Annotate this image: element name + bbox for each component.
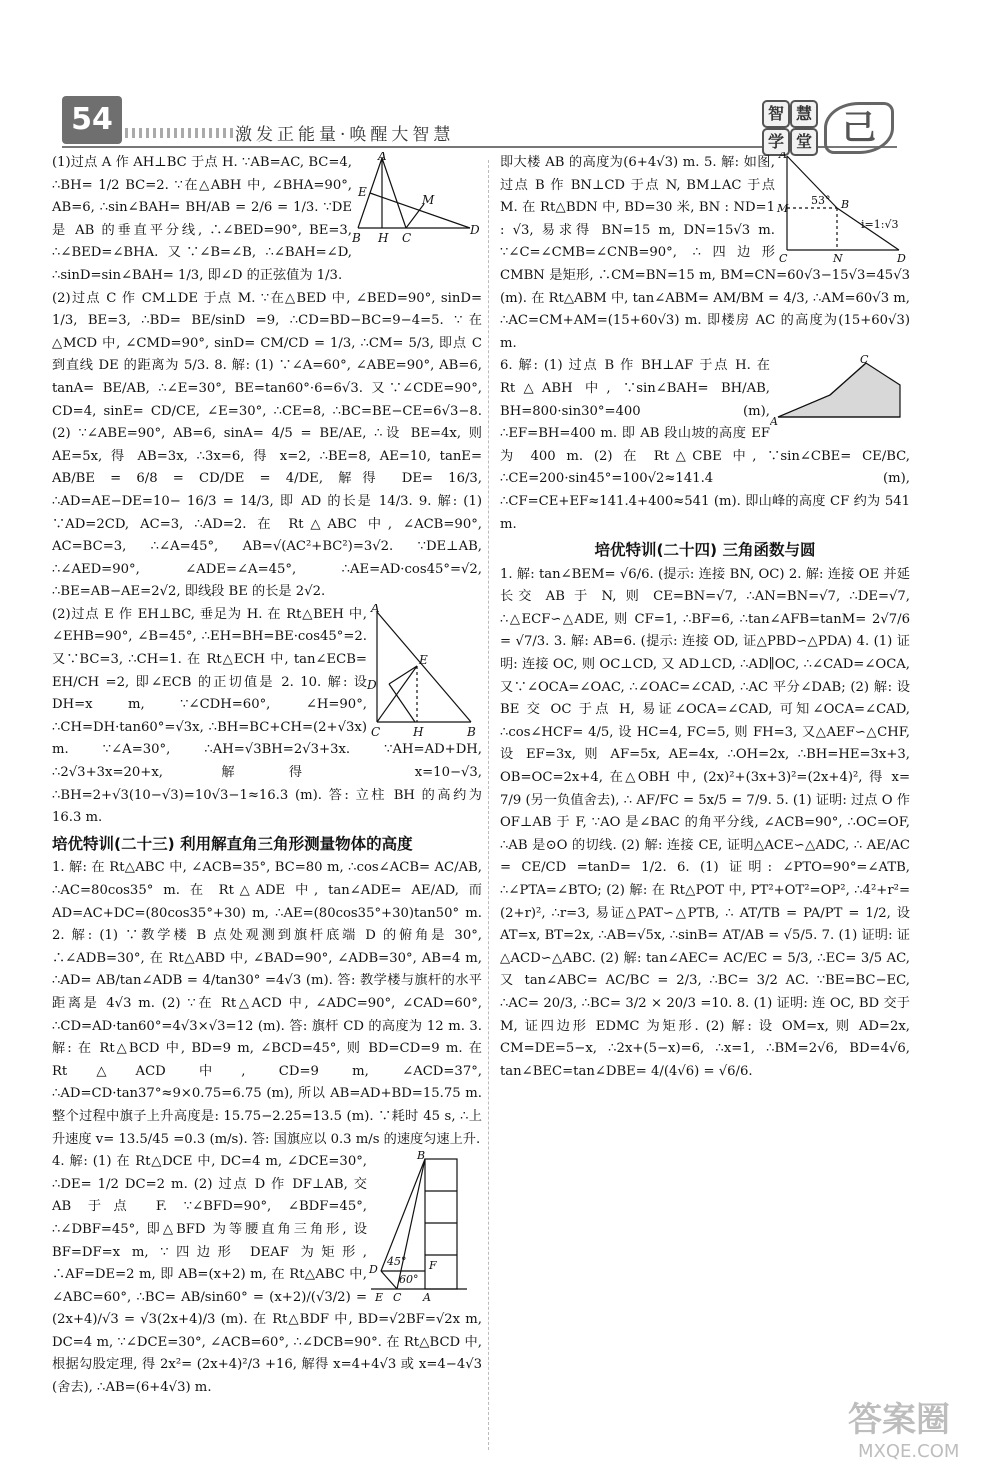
- fig3-label: A: [770, 415, 778, 428]
- fig5-label: 45°: [387, 1255, 407, 1269]
- figure-triangle-abc: [352, 152, 482, 244]
- watermark-logo: [838, 1383, 988, 1463]
- section-title-24: 培优特训(二十四) 三角函数与圆: [594, 541, 816, 560]
- answer-paragraph: (1)过点 A 作 AH⊥BC 于点 H. ∵AB=AC, BC=4, ∴BH= 1/2 BC=2. ∵在△ABH 中, ∠BHA=90°, AB=6, ∴sin∠BAH= BH/AB = 2/6 = 1/3. ∵DE 是 AB 的垂直平分线, ∴∠BED=90°, BE=3, ∴∠BED=∠BHA. 又∵∠B=∠B, ∴∠BAH=∠D, ∴sinD=sin∠BAH= 1/3, 即∠D 的正弦值为 1/3.: [52, 155, 352, 283]
- answer-paragraph: (2)过点 C 作 CM⊥DE 于点 M. ∵在△BED 中, ∠BED=90°, sinD= 1/3, BE=3, ∴BD= BE/sinD =9, ∴CD=BD−BC=9−4=5. ∵在△MCD 中, ∠CMD=90°, sinD= CM/CD = 1/3, ∴CM= 5/3, 即点 C 到直线 DE 的距离为 5/3. 8. 解: (1) ∵∠A=60°, ∠ABE=90°, AB=6, tanA= BE/AB, ∴∠E=30°, BE=tan60°·6=6√3. 又∵∠CDE=90°, CD=4, sinE= CD/CE, ∠E=30°, ∴CE=8, ∴BC=BE−CE=6√3−8. (2) ∵∠ABE=90°, AB=6, sinA= 4/5 = BE/AE, ∴设 BE=4x, 则 AE=5x, 得 AB=3x, ∴3x=6, 得 x=2, ∴BE=8, AE=10, tanE= AB/BE = 6/8 = CD/DE = 4/DE, 解得 DE= 16/3, ∴AD=AE−DE=10− 16/3 = 14/3, 即 AD 的长是 14/3. 9. 解: (1) ∵AD=2CD, AC=3, ∴AD=2. 在 Rt△ABC 中, ∠ACB=90°, AC=BC=3, ∴∠A=45°, AB=√(AC²+BC²)=3√2. ∵DE⊥AB, ∴∠AED=90°, ∠ADE=∠A=45°, ∴AE=AD·cos45°=√2, ∴BE=AB−AE=2√2, 即线段 BE 的长是 2√2.: [52, 290, 482, 600]
- fig1-label: M: [422, 193, 435, 207]
- fig1-label: E: [358, 185, 367, 199]
- fig1-label: B: [352, 231, 361, 244]
- answer-paragraph: 6. 解: (1) 过点 B 作 BH⊥AF 于点 H. 在 Rt△ABH 中, ∵sin∠BAH= BH/AB, BH=800·sin30°=400 (m), ∴EF=BH=400 m. 即 AB 段山坡的高度 EF 为 400 m. (2) 在 Rt△CBE 中, ∵sin∠CBE= CE/BC, ∴CE=200·sin45°=100√2≈141.4 (m), ∴CF=CE+EF≈141.4+400≈541 (m). 即山峰的高度 CF 约为 541 m.: [500, 358, 910, 532]
- right-column: [500, 152, 910, 1083]
- fig1-label: H: [378, 231, 389, 244]
- fig4-label: B: [467, 724, 476, 739]
- brand-mark-icon: 己: [824, 102, 894, 154]
- fig2-label: 53°: [811, 194, 831, 207]
- watermark-sub: MXQE.COM: [858, 1441, 960, 1462]
- answer-paragraph: 1. 解: tan∠BEM= √6/6. (提示: 连接 BN, OC) 2. 解: 连接 OE 并延长交 AB 于 N, 则 CE=BN=√7, ∴AN=BN=√7, ∴DE=√7, ∴△ECF∽△ADE, 则 CF=1, ∴BF=6, ∴tan∠AFB=tanM= 2√7/6 = √7/3. 3. 解: AB=6. (提示: 连接 OD, 证△PBD∽△PDA) 4. (1) 证明: 连接 OC, 则 OC⊥CD, 又 AD⊥CD, ∴AD∥OC, ∴∠CAD=∠OCA, 又∵∠OCA=∠OAC, ∴∠OAC=∠CAD, ∴AC 平分∠DAB; (2) 解: 设 BE 交 OC 于点 H, 易证∠OCA=∠CAD, 可知∠OCA=∠CAD, ∴cos∠HCF= 4/5, 设 HC=4, FC=5, 则 FH=3, 又△AEF∽△CHF, 设 EF=3x, 则 AF=5x, AE=4x, ∴OH=2x, ∴BH=HE=3x+3, OB=OC=2x+4, 在△OBH 中, (2x)²+(3x+3)²=(2x+4)², 得 x= 7/9 (另一负值舍去), ∴ AF/FC = 5x/5 = 7/9. 5. (1) 证明: 过点 O 作 OF⊥AB 于 F, ∵AO 是∠BAC 的角平分线, ∠ACB=90°, ∴OC=OF, ∴AB 是⊙O 的切线. (2) 解: 连接 CE, 证明△ACE∽△ADC, ∴ AE/AC = CE/CD =tanD= 1/2. 6. (1) 证明: ∠PTO=90°=∠ATB, ∴∠PTA=∠BTO; (2) 解: 在 Rt△POT 中, PT²+OT²=OP², ∴4²+r²=(2+r)², ∴r=3, 易证△PAT∽△PTB, ∴ AT/TB = PA/PT = 1/2, 设 AT=x, BT=2x, ∴AB=√5x, ∴sinB= AT/AB = √5/5. 7. (1) 证明: 证△ACD∽△ABC. (2) 解: tan∠AEC= AC/EC = 5/3, ∴EC= 3/5 AC, 又 tan∠ABC= AC/BC = 2/3, ∴BC= 3/2 AC. ∵BE=BC−EC, ∴AC= 20/3, ∴BC= 3/2 × 20/3 =10. 8. (1) 证明: 连 OC, BD 交于 M, 证四边形 EDMC 为矩形. (2) 解: 设 OM=x, 则 AD=2x, CM=DE=5−x, ∴2x+(5−x)=6, ∴x=1, ∴BM=2√6, BD=4√6, tan∠BEC=tan∠DBE= 4/(4√6) = √6/6.: [500, 566, 910, 1079]
- figure-mountain: [770, 355, 910, 427]
- fig5-label: B: [417, 1151, 426, 1163]
- header-slogan: 激发正能量·唤醒大智慧: [235, 125, 455, 145]
- brand-char: 慧: [790, 100, 818, 128]
- answer-paragraph: 4. 解: (1) 在 Rt△DCE 中, DC=4 m, ∠DCE=30°, ∴DE= 1/2 DC=2 m. (2) 过点 D 作 DF⊥AB, 交 AB 于点 F. ∵∠BFD=90°, ∠BDF=45°, ∴∠DBF=45°, 即△BFD 为等腰直角三角形, 设 BF=DF=x m, ∵四边形 DEAF 为矩形, ∴AF=DE=2 m, 即 AB=(x+2) m, 在 Rt△ABC 中, ∠ABC=60°, ∴BC= AB/sin60° = (x+2)/(√3/2) = (2x+4)/√3 = √3(2x+4)/3 (m). 在 Rt△BDF 中, BD=√2BF=√2x m, DC=4 m, ∵∠DCE=30°, ∠ACB=60°, ∴∠DCB=90°. 在 Rt△BCD 中, 根据勾股定理, 得 2x²= (2x+4)²/3 +16, 解得 x=4+4√3 或 x=4−4√3 (舍去), ∴AB=(6+4√3) m.: [52, 1154, 482, 1396]
- brand-char: 堂: [790, 128, 818, 156]
- fig2-label: A: [779, 152, 787, 161]
- figure-right-triangle: [367, 604, 482, 739]
- fig2-label: B: [841, 198, 850, 211]
- fig2-label: C: [779, 252, 788, 264]
- column-divider: [488, 160, 489, 1450]
- fig5-label: 60°: [399, 1273, 419, 1287]
- fig5-label: C: [393, 1291, 402, 1302]
- fig1-label: A: [378, 152, 387, 163]
- answer-paragraph: 1. 解: 在 Rt△ABC 中, ∠ACB=35°, BC=80 m, ∴cos∠ACB= AC/AB, ∴AC=80cos35° m. 在 Rt△ADE 中, tan∠ADE= AE/AD, 而 AD=AC+DC=(80cos35°+30) m, ∴AE=(80cos35°+30)tan50° m. 2. 解: (1) ∵教学楼 B 点处观测到旗杆底端 D 的俯角是 30°, ∴∠ADB=30°, 在 Rt△ABD 中, ∠BAD=90°, ∠ADB=30°, AB=4 m, ∴AD= AB/tan∠ADB = 4/tan30° =4√3 (m). 答: 教学楼与旗杆的水平距离是 4√3 m. (2) ∵在 Rt△ACD 中, ∠ADC=90°, ∠CAD=60°, ∴CD=AD·tan60°=4√3×√3=12 (m). 答: 旗杆 CD 的高度为 12 m. 3. 解: 在 Rt△BCD 中, BD=9 m, ∠BCD=45°, 则 BD=CD=9 m. 在 Rt△ACD 中, CD=9 m, ∠ACD=37°, ∴AD=CD·tan37°≈9×0.75=6.75 (m), 所以 AB=AD+BD=15.75 m. 整个过程中旗子上升高度是: 15.75−2.25=13.5 (m). ∵耗时 45 s, ∴上升速度 v= 13.5/45 =0.3 (m/s). 答: 国旗应以 0.3 m/s 的速度匀速上升.: [52, 860, 482, 1147]
- fig4-label: D: [367, 677, 377, 692]
- header-dots: [125, 128, 235, 138]
- fig2-label: D: [897, 252, 906, 264]
- fig2-label: M: [777, 202, 789, 215]
- section-title-23: 培优特训(二十三) 利用解直角三角形测量物体的高度: [52, 834, 413, 853]
- fig5-label: D: [369, 1263, 378, 1277]
- fig4-label: E: [419, 652, 428, 667]
- brand-char: 智: [762, 100, 790, 128]
- fig5-label: F: [429, 1259, 437, 1273]
- fig4-label: C: [371, 724, 381, 739]
- answer-paragraph: (2)过点 E 作 EH⊥BC, 垂足为 H. 在 Rt△BEH 中, ∠EHB=90°, ∠B=45°, ∴EH=BH=BE·cos45°=2. 又∵BC=3, ∴CH=1. 在 Rt△ECH 中, tan∠ECB= EH/CH =2, 即∠ECB 的正切值是 2. 10. 解: 设 DH=x m, ∵∠CDH=60°, ∠H=90°, ∴CH=DH·tan60°=√3x, ∴BH=BC+CH=(2+√3x) m. ∵∠A=30°, ∴AH=√3BH=2√3+3x. ∵AH=AD+DH, ∴2√3+3x=20+x, 解得 x=10−√3, ∴BH=2+√3(10−√3)=10√3−1≈16.3 (m). 答: 立柱 BH 的高约为 16.3 m.: [52, 606, 482, 826]
- figure-building-flagpole: [367, 1151, 482, 1301]
- fig5-label: A: [423, 1291, 431, 1302]
- fig5-label: E: [375, 1291, 384, 1302]
- watermark-text: 答案圈: [848, 1400, 950, 1440]
- figure-building-slope: [775, 152, 910, 264]
- fig4-label: A: [371, 603, 380, 615]
- fig2-label: i=1:√3: [861, 218, 899, 231]
- fig3-label: C: [860, 355, 869, 367]
- fig1-label: D: [470, 223, 480, 237]
- fig1-label: C: [402, 231, 412, 244]
- left-column: [52, 152, 482, 1400]
- brand-char: 学: [762, 128, 790, 156]
- page-number: 54: [62, 96, 122, 144]
- answer-paragraph: 即大楼 AB 的高度为(6+4√3) m. 5. 解: 如图, 过点 B 作 BN⊥CD 于点 N, BM⊥AC 于点 M. 在 Rt△BDN 中, BD=30 米, BN : ND=1 : √3, 易求得 BN=15 m, DN=15√3 m. ∵∠C=∠CMB=∠CNB=90°, ∴四边形 CMBN 是矩形, ∴CM=BN=15 m, BM=CN=60√3−15√3=45√3 (m). 在 Rt△ABM 中, tan∠ABM= AM/BM = 4/3, ∴AM=60√3 m, ∴AC=CM+AM=(15+60√3) m. 即楼房 AC 的高度为(15+60√3) m.: [500, 155, 910, 351]
- fig4-label: H: [413, 724, 424, 739]
- brand-logo: [762, 100, 902, 154]
- fig2-label: N: [833, 252, 843, 264]
